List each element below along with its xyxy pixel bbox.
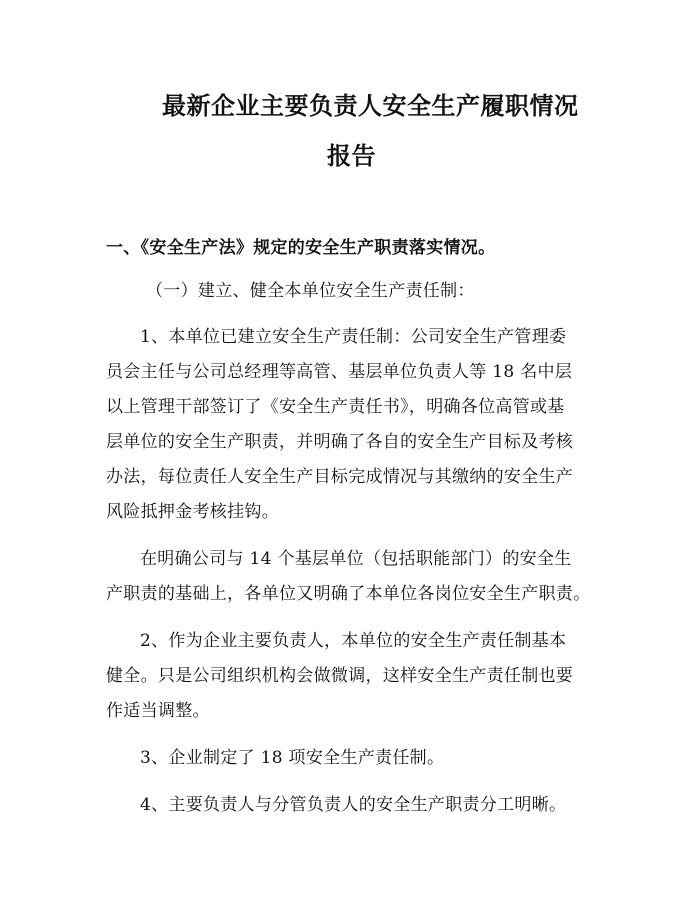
paragraph-2-line-2: 产职责的基础上，各单位又明确了本单位各岗位安全生产职责。 bbox=[106, 584, 591, 604]
section-heading: 一、《安全生产法》规定的安全生产职责落实情况。 bbox=[106, 238, 496, 258]
paragraph-1-line-2: 员会主任与公司总经理等高管、基层单位负责人等 18 名中层 bbox=[106, 362, 573, 382]
paragraph-1-line-5: 办法，每位责任人安全生产目标完成情况与其缴纳的安全生产 bbox=[106, 467, 574, 487]
paragraph-3-line-1: 2、作为企业主要负责人，本单位的安全生产责任制基本 bbox=[140, 631, 567, 651]
paragraph-2-line-1: 在明确公司与 14 个基层单位（包括职能部门）的安全生 bbox=[140, 549, 572, 569]
paragraph-1-line-6: 风险抵押金考核挂钩。 bbox=[106, 502, 279, 522]
paragraph-5-line-1: 4、主要负责人与分管负责人的安全生产职责分工明晰。 bbox=[140, 795, 567, 815]
paragraph-1-line-4: 层单位的安全生产职责，并明确了各自的安全生产目标及考核 bbox=[106, 432, 574, 452]
document-title-line-1: 最新企业主要负责人安全生产履职情况 bbox=[162, 91, 579, 120]
paragraph-4-line-1: 3、企业制定了 18 项安全生产责任制。 bbox=[140, 748, 445, 768]
paragraph-3-line-2: 健全。只是公司组织机构会做微调，这样安全生产责任制也要 bbox=[106, 666, 574, 686]
paragraph-1-line-1: 1、本单位已建立安全生产责任制：公司安全生产管理委 bbox=[140, 327, 567, 347]
document-title-line-2: 报告 bbox=[327, 141, 376, 170]
paragraph-3-line-3: 作适当调整。 bbox=[106, 701, 210, 721]
subsection-heading: （一）建立、健全本单位安全生产责任制： bbox=[146, 281, 475, 301]
paragraph-1-line-3: 以上管理干部签订了《安全生产责任书》，明确各位高管或基 bbox=[106, 397, 565, 417]
